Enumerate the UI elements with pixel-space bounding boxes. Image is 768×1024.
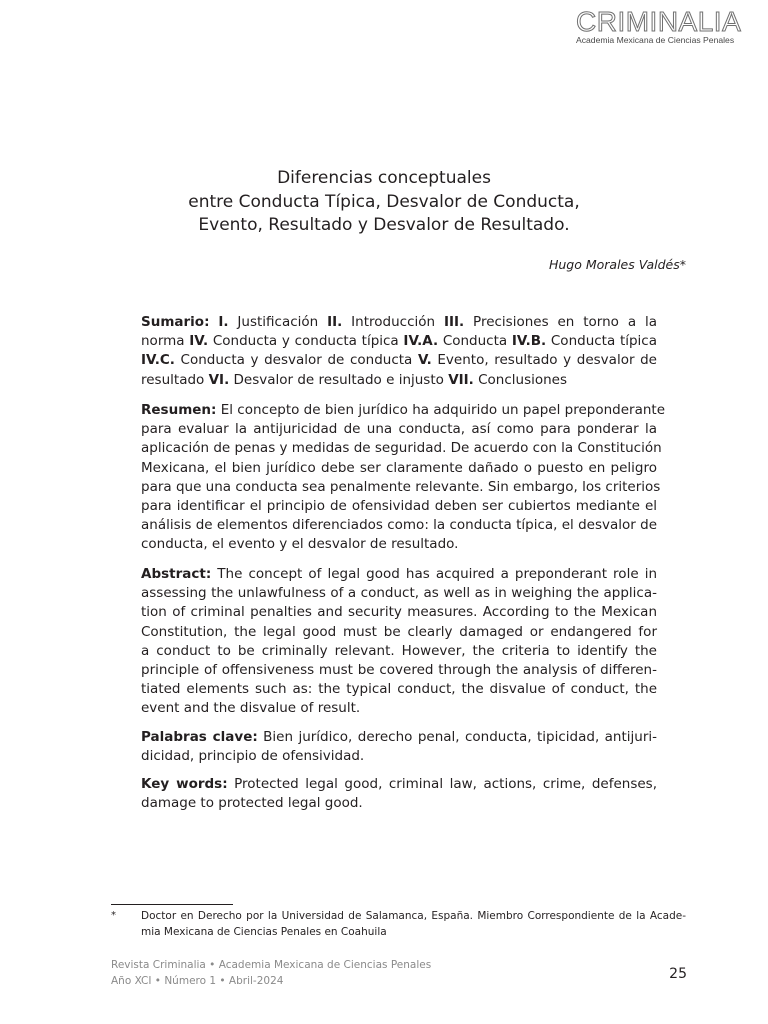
palabras-clave-paragraph — [141, 728, 657, 766]
title-line: Diferencias conceptuales — [277, 168, 491, 188]
footnote-text — [141, 908, 686, 940]
text-line: para que una conducta sea penalmente relevante. Sin embargo, los criterios — [141, 478, 661, 495]
text-line: IV.C. Conducta y desvalor de conducta V. Evento, resultado y desvalor de — [141, 352, 657, 369]
article-title — [0, 167, 768, 238]
text-line: tion of criminal penalties and security measures. According to the Mexican — [141, 604, 657, 621]
key-words-paragraph — [141, 775, 657, 813]
footer-journal-line: Revista Criminalia • Academia Mexicana de Ciencias Penales — [111, 959, 432, 971]
text-line: Mexicana, el bien jurídico debe ser claramente dañado o puesto en peligro — [141, 459, 657, 476]
text-line: resultado VI. Desvalor de resultado e injusto VII. Conclusiones — [141, 371, 568, 388]
logo-subtitle: Academia Mexicana de Ciencias Penales — [576, 35, 735, 45]
title-line: Evento, Resultado y Desvalor de Resultado. — [198, 215, 570, 235]
text-line: Palabras clave: Bien jurídico, derecho penal, conducta, tipicidad, antijuri- — [141, 729, 658, 745]
journal-logo — [576, 8, 752, 45]
text-line: Resumen: El concepto de bien jurídico ha adquirido un papel preponderante — [141, 402, 666, 418]
text-line: conducta, el evento y el desvalor de resultado. — [141, 536, 459, 553]
text-line: para evaluar la antijuricidad de una conducta, así como para ponderar la — [141, 421, 657, 438]
text-line: aplicación de penas y medidas de seguridad. De acuerdo con la Constitución — [141, 440, 662, 457]
abstract-paragraph — [141, 565, 657, 719]
text-line: Constitution, the legal good must be clearly damaged or endangered for — [141, 623, 657, 640]
title-line: entre Conducta Típica, Desvalor de Conducta, — [188, 191, 580, 212]
text-line: Key words: Protected legal good, criminal law, actions, crime, defenses, — [141, 776, 657, 792]
text-line: norma IV. Conducta y conducta típica IV.A. Conducta IV.B. Conducta típica — [141, 333, 658, 350]
footer-issue-line: Año XCI • Número 1 • Abril-2024 — [111, 974, 284, 987]
text-line: damage to protected legal good. — [141, 795, 363, 812]
text-line: event and the disvalue of result. — [141, 700, 361, 717]
text-line: dicidad, principio de ofensividad. — [141, 748, 365, 765]
text-line: Abstract: The concept of legal good has acquired a preponderant role in — [141, 566, 657, 582]
text-line: Sumario: I. Justificación II. Introducción III. Precisiones en torno a la — [141, 314, 657, 330]
text-line: análisis de elementos diferenciados como: la conducta típica, el desvalor de — [141, 517, 657, 534]
text-line: mia Mexicana de Ciencias Penales en Coahuila — [141, 926, 387, 938]
resumen-paragraph — [141, 401, 666, 555]
text-line: para identificar el principio de ofensividad deben ser cubiertos mediante el — [141, 498, 657, 515]
page-footer — [111, 958, 431, 989]
footnote-divider — [111, 904, 233, 905]
text-line: principle of offensiveness must be covered through the analysis of differen- — [141, 662, 657, 679]
logo-wordmark: CRIMINALIA — [576, 6, 742, 37]
text-line: tiated elements such as: the typical conduct, the disvalue of conduct, the — [141, 681, 657, 698]
text-line: assessing the unlawfulness of a conduct, as well as in weighing the applica- — [141, 585, 657, 602]
text-line: Doctor en Derecho por la Universidad de Salamanca, España. Miembro Correspondiente de la Acade- — [141, 910, 686, 922]
text-line: a conduct to be criminally relevant. However, the criteria to identify the — [141, 642, 657, 659]
footnote-mark: * — [111, 910, 116, 921]
sumario-paragraph — [141, 313, 657, 390]
page-number: 25 — [669, 966, 687, 982]
author-name: Hugo Morales Valdés* — [548, 257, 686, 272]
